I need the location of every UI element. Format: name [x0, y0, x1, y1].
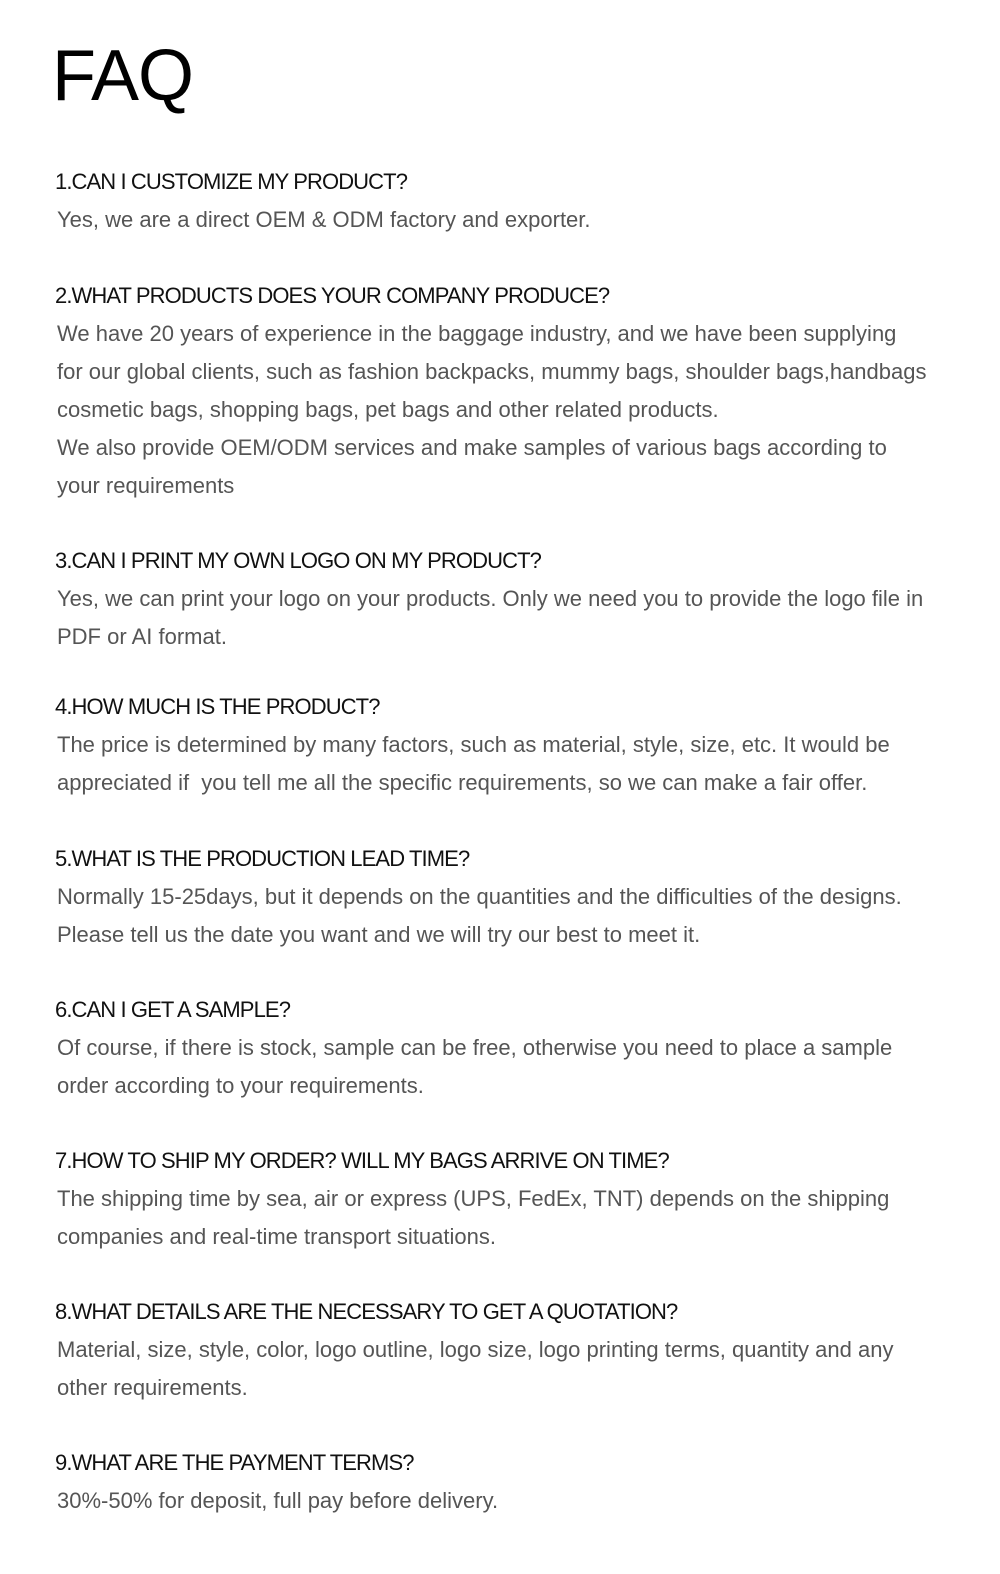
faq-item-3	[55, 546, 955, 656]
faq-question: 8.WHAT DETAILS ARE THE NECESSARY TO GET A QUOTATION?	[55, 1299, 678, 1324]
faq-item-5	[55, 844, 955, 954]
faq-question: 1.CAN I CUSTOMIZE MY PRODUCT?	[55, 169, 408, 194]
faq-answer-line: 30%-50% for deposit, full pay before delivery.	[57, 1488, 499, 1513]
faq-question: 9.WHAT ARE THE PAYMENT TERMS?	[55, 1450, 414, 1475]
faq-answer-line: your requirements	[57, 473, 235, 498]
faq-answer-line: companies and real-time transport situations.	[57, 1224, 496, 1249]
faq-answer	[55, 1029, 955, 1105]
faq-answer	[55, 726, 955, 802]
faq-answer-line: other requirements.	[57, 1375, 248, 1400]
faq-answer-line: Yes, we are a direct OEM & ODM factory and exporter.	[57, 207, 591, 232]
faq-answer	[55, 878, 955, 954]
faq-answer-line: Of course, if there is stock, sample can be free, otherwise you need to place a sample	[57, 1035, 893, 1060]
faq-answer	[55, 315, 955, 505]
faq-item-2	[55, 281, 955, 505]
faq-question: 7.HOW TO SHIP MY ORDER? WILL MY BAGS ARRIVE ON TIME?	[55, 1148, 669, 1173]
faq-item-8	[55, 1297, 955, 1407]
faq-answer-line: for our global clients, such as fashion backpacks, mummy bags, shoulder bags,handbags	[57, 359, 927, 384]
faq-question: 4.HOW MUCH IS THE PRODUCT?	[55, 694, 380, 719]
faq-answer-line: Normally 15-25days, but it depends on the quantities and the difficulties of the designs.	[57, 884, 902, 909]
faq-answer	[55, 1482, 955, 1520]
faq-answer-line: The price is determined by many factors, such as material, style, size, etc. It would be	[57, 732, 890, 757]
faq-item-9	[55, 1448, 955, 1520]
faq-answer-line: order according to your requirements.	[57, 1073, 424, 1098]
faq-answer	[55, 1331, 955, 1407]
faq-question: 5.WHAT IS THE PRODUCTION LEAD TIME?	[55, 846, 470, 871]
faq-answer	[55, 201, 955, 239]
faq-answer-line: We have 20 years of experience in the baggage industry, and we have been supplying	[57, 321, 897, 346]
faq-question: 6.CAN I GET A SAMPLE?	[55, 997, 291, 1022]
faq-item-6	[55, 995, 955, 1105]
faq-answer	[55, 1180, 955, 1256]
faq-item-4	[55, 692, 955, 802]
faq-answer-line: PDF or AI format.	[57, 624, 227, 649]
page-title: FAQ	[52, 36, 194, 116]
faq-answer-line: cosmetic bags, shopping bags, pet bags and other related products.	[57, 397, 719, 422]
faq-answer-line: The shipping time by sea, air or express (UPS, FedEx, TNT) depends on the shipping	[57, 1186, 890, 1211]
faq-item-7	[55, 1146, 955, 1256]
faq-answer-line: Yes, we can print your logo on your products. Only we need you to provide the logo file in	[57, 586, 924, 611]
faq-answer-line: We also provide OEM/ODM services and make samples of various bags according to	[57, 435, 887, 460]
faq-answer-line: Material, size, style, color, logo outline, logo size, logo printing terms, quantity and any	[57, 1337, 894, 1362]
faq-item-1	[55, 167, 955, 239]
faq-answer-line: Please tell us the date you want and we will try our best to meet it.	[57, 922, 701, 947]
faq-question: 3.CAN I PRINT MY OWN LOGO ON MY PRODUCT?	[55, 548, 541, 573]
faq-answer-line: appreciated if you tell me all the specific requirements, so we can make a fair offer.	[57, 770, 868, 795]
faq-answer	[55, 580, 955, 656]
faq-question: 2.WHAT PRODUCTS DOES YOUR COMPANY PRODUCE?	[55, 283, 610, 308]
